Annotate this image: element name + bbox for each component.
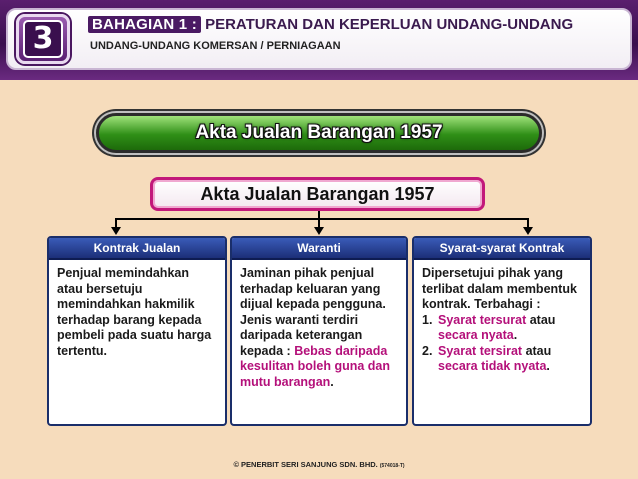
column-heading: Syarat-syarat Kontrak [414,238,590,260]
connector-horizontal [115,218,529,220]
main-title: Akta Jualan Barangan 1957 [200,183,435,204]
list-number: 1. [422,312,433,327]
section-title: PERATURAN DAN KEPERLUAN UNDANG-UNDANG [205,16,574,33]
list-item [422,313,582,344]
chapter-badge [16,14,70,64]
column-syarat-kontrak [412,236,592,426]
column-body [414,260,590,381]
list-end: . [546,359,550,373]
chapter-number: 3 [23,20,64,58]
footer-code: (574018-T) [379,463,405,469]
list-text [438,313,582,344]
header-title-line [88,16,628,33]
list-highlight-2: secara nyata [438,328,514,342]
list-item [422,344,582,375]
waranti-end: . [330,374,334,389]
waranti-highlight: Bebas daripada kesulitan boleh guna dan mutu barangan [240,343,391,389]
column-kontrak-jualan [47,236,227,426]
banner-text: Akta Jualan Barangan 1957 [195,122,443,143]
column-waranti [230,236,408,426]
list-highlight: Syarat tersurat [438,312,527,327]
arrow-center [314,227,324,235]
list-mid: atau [529,312,556,327]
section-label: BAHAGIAN 1 : [88,16,201,33]
column-heading: Kontrak Jualan [49,238,225,260]
column-body: Penjual memindahkan atau bersetuju memindahkan hakmilik terhadap barang kepada pembeli pada suatu harga tertentu. [57,266,212,358]
list-highlight-2: secara tidak nyata [438,359,547,373]
header-subtitle: UNDANG-UNDANG KOMERSAN / PERNIAGAAN [90,40,341,52]
arrow-right [523,227,533,235]
list-number: 2. [422,343,433,358]
main-title-box [150,177,485,211]
list-text [438,344,582,375]
header-bar [0,0,638,80]
column-heading: Waranti [232,238,406,260]
waranti-text: Jaminan pihak penjual terhadap keluaran yang dijual kepada pengguna. Jenis waranti terdiri daripada keterangan kepada : [240,266,386,358]
syarat-intro: Dipersetujui pihak yang terlibat dalam membentuk kontrak. Terbahagi : [422,266,577,311]
column-body [232,260,406,396]
green-banner [96,113,542,153]
list-highlight: Syarat tersirat [438,343,523,358]
list-mid: atau [525,343,552,358]
arrow-left [111,227,121,235]
list-end: . [513,328,518,342]
footer-text: © PENERBIT SERI SANJUNG SDN. BHD. [233,460,378,469]
footer-copyright [0,460,638,469]
